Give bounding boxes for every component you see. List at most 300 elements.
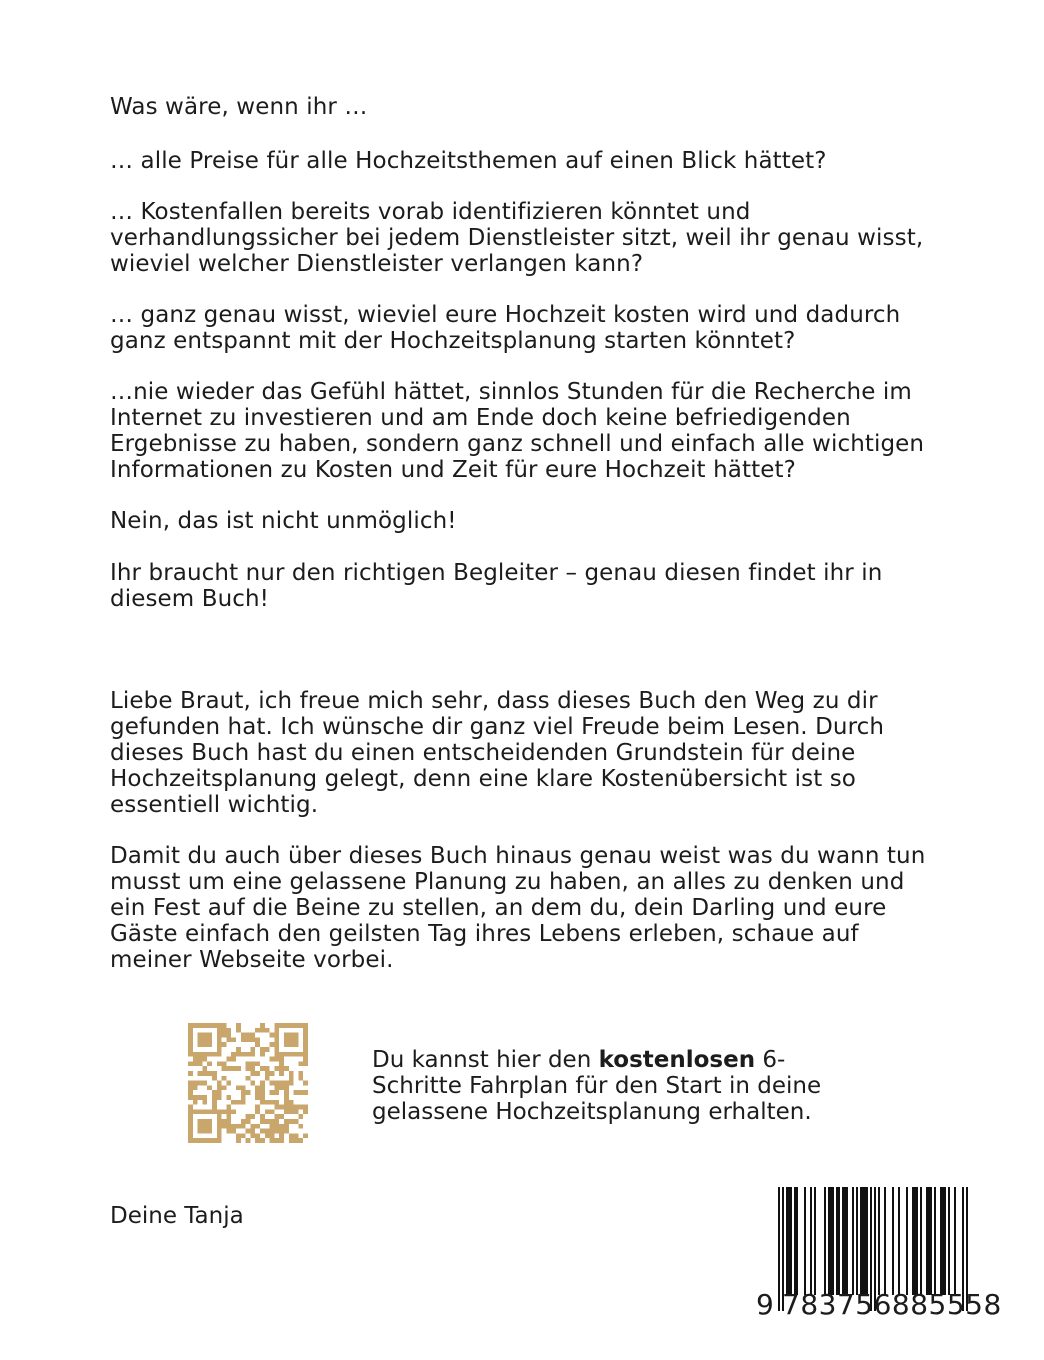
qr-module: [212, 1138, 217, 1143]
qr-module: [207, 1124, 212, 1129]
intro-companion-line: diesem Buch!: [110, 586, 269, 612]
qr-module: [279, 1057, 284, 1062]
qr-module: [298, 1138, 303, 1143]
qr-module: [270, 1042, 275, 1047]
qr-module: [289, 1100, 294, 1105]
qr-module: [222, 1119, 227, 1124]
qr-module: [241, 1037, 246, 1042]
qr-module: [265, 1076, 270, 1081]
qr-module: [279, 1085, 284, 1090]
qr-module: [265, 1100, 270, 1105]
qr-module: [236, 1133, 241, 1138]
qr-module: [202, 1071, 207, 1076]
qr-module: [222, 1085, 227, 1090]
intro-point-4-line: Ergebnisse zu haben, sondern ganz schnell und einfach alle wichtigen: [110, 431, 925, 457]
qr-module: [284, 1124, 289, 1129]
barcode-bar: [930, 1187, 932, 1295]
qr-module: [294, 1090, 299, 1095]
qr-module: [236, 1124, 241, 1129]
qr-module: [289, 1109, 294, 1114]
intro-point-4: [110, 379, 950, 483]
qr-module: [250, 1033, 255, 1038]
qr-module: [217, 1109, 222, 1114]
qr-caption-suffix: 6-: [755, 1047, 786, 1073]
qr-module: [284, 1033, 289, 1038]
qr-module: [198, 1042, 203, 1047]
qr-module: [202, 1138, 207, 1143]
qr-module: [202, 1129, 207, 1134]
barcode-bar: [944, 1187, 946, 1295]
letter-paragraph-1-line: dieses Buch hast du einen entscheidenden Grundstein für deine: [110, 740, 856, 766]
qr-module: [255, 1028, 260, 1033]
qr-module: [202, 1095, 207, 1100]
qr-module: [236, 1028, 241, 1033]
qr-module: [212, 1023, 217, 1028]
qr-module: [241, 1090, 246, 1095]
barcode-bar: [852, 1187, 854, 1295]
qr-module: [226, 1033, 231, 1038]
qr-module: [270, 1100, 275, 1105]
qr-module: [188, 1037, 193, 1042]
qr-module: [265, 1133, 270, 1138]
qr-module: [193, 1081, 198, 1086]
qr-module: [246, 1052, 251, 1057]
barcode-bar: [954, 1187, 956, 1295]
qr-module: [274, 1105, 279, 1110]
qr-module: [226, 1081, 231, 1086]
qr-module: [241, 1052, 246, 1057]
intro-point-3-line: … ganz genau wisst, wieviel eure Hochzeit kosten wird und dadurch: [110, 302, 901, 328]
qr-module: [270, 1119, 275, 1124]
qr-module: [270, 1090, 275, 1095]
qr-module: [279, 1138, 284, 1143]
qr-module: [289, 1037, 294, 1042]
qr-module: [289, 1023, 294, 1028]
qr-module: [265, 1109, 270, 1114]
qr-module: [274, 1085, 279, 1090]
qr-module: [255, 1133, 260, 1138]
barcode-bar: [810, 1187, 812, 1295]
qr-module: [198, 1124, 203, 1129]
letter-paragraph-2: [110, 843, 950, 973]
qr-module: [294, 1033, 299, 1038]
barcode-bar: [926, 1187, 928, 1295]
qr-module: [212, 1100, 217, 1105]
qr-module: [236, 1100, 241, 1105]
qr-module: [303, 1105, 308, 1110]
qr-module: [250, 1081, 255, 1086]
qr-module: [250, 1066, 255, 1071]
intro-point-2-line: verhandlungssicher bei jedem Dienstleister sitzt, weil ihr genau wisst,: [110, 225, 924, 251]
qr-module: [217, 1114, 222, 1119]
barcode-bar: [796, 1187, 798, 1295]
qr-module: [217, 1028, 222, 1033]
qr-module: [212, 1109, 217, 1114]
qr-module: [265, 1129, 270, 1134]
qr-module: [212, 1071, 217, 1076]
qr-module: [298, 1052, 303, 1057]
qr-module: [231, 1052, 236, 1057]
barcode-bar: [786, 1187, 788, 1295]
barcode-bar: [892, 1187, 894, 1295]
qr-module: [226, 1095, 231, 1100]
qr-module: [284, 1066, 289, 1071]
qr-module: [274, 1042, 279, 1047]
qr-module: [226, 1114, 231, 1119]
qr-module: [226, 1066, 231, 1071]
qr-module: [231, 1037, 236, 1042]
qr-module: [289, 1081, 294, 1086]
qr-module: [284, 1119, 289, 1124]
qr-module: [188, 1133, 193, 1138]
qr-module: [198, 1033, 203, 1038]
qr-module: [260, 1066, 265, 1071]
qr-module: [207, 1119, 212, 1124]
qr-module: [193, 1100, 198, 1105]
qr-module: [260, 1100, 265, 1105]
qr-module: [231, 1124, 236, 1129]
qr-module: [294, 1042, 299, 1047]
intro-question-opener: Was wäre, wenn ihr …: [110, 94, 368, 120]
qr-module: [303, 1042, 308, 1047]
qr-module: [279, 1023, 284, 1028]
letter-paragraph-1-line: gefunden hat. Ich wünsche dir ganz viel Freude beim Lesen. Durch: [110, 714, 885, 740]
qr-module: [265, 1028, 270, 1033]
qr-module: [303, 1033, 308, 1038]
barcode-bar: [940, 1187, 942, 1295]
qr-module: [279, 1114, 284, 1119]
barcode-bar: [856, 1187, 858, 1295]
qr-module: [255, 1090, 260, 1095]
qr-module: [260, 1119, 265, 1124]
qr-module: [188, 1124, 193, 1129]
qr-module: [202, 1109, 207, 1114]
qr-module: [270, 1124, 275, 1129]
barcode-bar: [846, 1187, 848, 1295]
qr-module: [212, 1052, 217, 1057]
qr-module: [274, 1138, 279, 1143]
qr-module: [198, 1129, 203, 1134]
intro-point-3-line: ganz entspannt mit der Hochzeitsplanung starten könntet?: [110, 328, 796, 354]
qr-module: [255, 1071, 260, 1076]
qr-module: [207, 1129, 212, 1134]
qr-module: [298, 1105, 303, 1110]
qr-module: [270, 1129, 275, 1134]
barcode-bar: [948, 1187, 950, 1295]
qr-module: [250, 1133, 255, 1138]
qr-module: [231, 1100, 236, 1105]
qr-module: [284, 1042, 289, 1047]
barcode-icon: [752, 1173, 1002, 1325]
qr-module: [284, 1037, 289, 1042]
barcode-bar: [804, 1187, 806, 1295]
qr-module: [250, 1047, 255, 1052]
qr-module: [279, 1124, 284, 1129]
qr-module: [274, 1081, 279, 1086]
qr-module: [207, 1052, 212, 1057]
qr-module: [303, 1133, 308, 1138]
qr-code-graphic: [188, 1023, 308, 1143]
qr-module: [246, 1129, 251, 1134]
qr-module: [289, 1033, 294, 1038]
qr-module: [207, 1085, 212, 1090]
qr-caption-bold: kostenlosen: [598, 1047, 756, 1073]
qr-module: [226, 1129, 231, 1134]
qr-module: [274, 1066, 279, 1071]
qr-module: [274, 1129, 279, 1134]
qr-module: [289, 1119, 294, 1124]
qr-module: [294, 1109, 299, 1114]
qr-module: [270, 1033, 275, 1038]
qr-module: [241, 1124, 246, 1129]
intro-point-1: … alle Preise für alle Hochzeitsthemen auf einen Blick hättet?: [110, 148, 827, 174]
qr-module: [198, 1061, 203, 1066]
qr-module: [198, 1119, 203, 1124]
qr-module: [217, 1061, 222, 1066]
qr-module: [255, 1061, 260, 1066]
barcode-bar: [824, 1187, 826, 1295]
barcode-bar: [928, 1187, 930, 1295]
qr-module: [231, 1129, 236, 1134]
qr-module: [303, 1037, 308, 1042]
qr-module: [193, 1085, 198, 1090]
qr-module: [202, 1057, 207, 1062]
qr-module: [241, 1133, 246, 1138]
letter-paragraph-2-line: Damit du auch über dieses Buch hinaus genau weist was du wann tun: [110, 843, 926, 869]
qr-module: [298, 1061, 303, 1066]
qr-module: [193, 1023, 198, 1028]
qr-module: [188, 1047, 193, 1052]
letter-paragraph-1-line: Liebe Braut, ich freue mich sehr, dass dieses Buch den Weg zu dir: [110, 688, 878, 714]
qr-module: [193, 1138, 198, 1143]
qr-module: [274, 1057, 279, 1062]
qr-module: [202, 1033, 207, 1038]
qr-caption-line-1: [372, 1047, 912, 1073]
qr-module: [207, 1109, 212, 1114]
qr-module: [188, 1033, 193, 1038]
qr-module: [303, 1052, 308, 1057]
barcode-bar: [860, 1187, 862, 1295]
qr-module: [231, 1066, 236, 1071]
qr-module: [188, 1042, 193, 1047]
qr-module: [202, 1066, 207, 1071]
qr-module: [274, 1037, 279, 1042]
qr-module: [289, 1076, 294, 1081]
qr-module: [217, 1133, 222, 1138]
qr-module: [198, 1052, 203, 1057]
qr-module: [202, 1037, 207, 1042]
qr-module: [284, 1085, 289, 1090]
barcode-lead-digit: 9: [756, 1288, 774, 1321]
qr-module: [284, 1129, 289, 1134]
intro-point-4-line: …nie wieder das Gefühl hättet, sinnlos Stunden für die Recherche im: [110, 379, 912, 405]
qr-module: [193, 1057, 198, 1062]
qr-module: [193, 1052, 198, 1057]
qr-module: [207, 1037, 212, 1042]
qr-module: [279, 1105, 284, 1110]
qr-module: [217, 1052, 222, 1057]
qr-module: [202, 1081, 207, 1086]
qr-module: [265, 1066, 270, 1071]
qr-module: [303, 1057, 308, 1062]
intro-point-3: [110, 302, 950, 354]
qr-module: [303, 1028, 308, 1033]
qr-module: [217, 1124, 222, 1129]
qr-module: [202, 1052, 207, 1057]
qr-module: [217, 1138, 222, 1143]
qr-module: [289, 1071, 294, 1076]
letter-paragraph-1-line: Hochzeitsplanung gelegt, denn eine klare Kostenübersicht ist so: [110, 766, 856, 792]
qr-module: [255, 1109, 260, 1114]
barcode-bar: [790, 1187, 792, 1295]
qr-module: [250, 1114, 255, 1119]
qr-module: [279, 1071, 284, 1076]
qr-caption-line-3: gelassene Hochzeitsplanung erhalten.: [372, 1099, 812, 1125]
intro-answer: Nein, das ist nicht unmöglich!: [110, 508, 457, 534]
qr-module: [274, 1100, 279, 1105]
qr-module: [198, 1057, 203, 1062]
qr-module: [217, 1095, 222, 1100]
qr-module: [226, 1037, 231, 1042]
qr-module: [265, 1071, 270, 1076]
qr-caption-line-2: Schritte Fahrplan für den Start in deine: [372, 1073, 822, 1099]
qr-module: [289, 1138, 294, 1143]
barcode-bar: [912, 1187, 914, 1295]
barcode-bar: [842, 1187, 844, 1295]
qr-module: [255, 1105, 260, 1110]
qr-module: [274, 1028, 279, 1033]
letter-paragraph-1: [110, 688, 950, 818]
qr-module: [250, 1061, 255, 1066]
qr-module: [222, 1033, 227, 1038]
qr-module: [236, 1066, 241, 1071]
barcode-bar: [920, 1187, 922, 1295]
qr-module: [188, 1085, 193, 1090]
qr-module: [265, 1119, 270, 1124]
qr-module: [260, 1095, 265, 1100]
qr-module: [270, 1071, 275, 1076]
qr-module: [188, 1129, 193, 1134]
qr-module: [193, 1095, 198, 1100]
qr-module: [298, 1071, 303, 1076]
barcode-bar: [916, 1187, 918, 1295]
qr-module: [246, 1138, 251, 1143]
qr-module: [303, 1023, 308, 1028]
intro-point-2: [110, 199, 950, 277]
barcode-bar: [814, 1187, 816, 1295]
qr-module: [250, 1071, 255, 1076]
qr-module: [289, 1052, 294, 1057]
qr-module: [188, 1071, 193, 1076]
qr-module: [255, 1095, 260, 1100]
intro-companion-line: Ihr braucht nur den richtigen Begleiter – genau diesen findet ihr in: [110, 560, 883, 586]
qr-module: [284, 1095, 289, 1100]
qr-module: [226, 1109, 231, 1114]
qr-module: [279, 1133, 284, 1138]
qr-module: [303, 1061, 308, 1066]
qr-module: [246, 1090, 251, 1095]
qr-module: [260, 1085, 265, 1090]
barcode-bar: [838, 1187, 840, 1295]
letter-paragraph-2-line: meiner Webseite vorbei.: [110, 947, 394, 973]
qr-module: [222, 1023, 227, 1028]
barcode-bar: [878, 1187, 880, 1295]
qr-module: [222, 1109, 227, 1114]
qr-module: [202, 1023, 207, 1028]
qr-module: [294, 1138, 299, 1143]
qr-module: [284, 1100, 289, 1105]
qr-module: [193, 1109, 198, 1114]
qr-module: [226, 1119, 231, 1124]
qr-module: [260, 1081, 265, 1086]
qr-module: [255, 1037, 260, 1042]
qr-module: [246, 1037, 251, 1042]
qr-module: [222, 1061, 227, 1066]
qr-module: [226, 1124, 231, 1129]
qr-module: [217, 1085, 222, 1090]
qr-module: [274, 1052, 279, 1057]
barcode-bar: [884, 1187, 886, 1295]
qr-module: [188, 1081, 193, 1086]
qr-module: [246, 1119, 251, 1124]
qr-module: [222, 1124, 227, 1129]
qr-module: [279, 1129, 284, 1134]
qr-module: [294, 1133, 299, 1138]
qr-module: [217, 1042, 222, 1047]
qr-module: [188, 1052, 193, 1057]
qr-module: [260, 1090, 265, 1095]
qr-module: [274, 1047, 279, 1052]
qr-module: [260, 1052, 265, 1057]
qr-module: [217, 1023, 222, 1028]
qr-module: [246, 1114, 251, 1119]
qr-module: [188, 1028, 193, 1033]
qr-module: [198, 1109, 203, 1114]
qr-module: [217, 1047, 222, 1052]
qr-module: [279, 1081, 284, 1086]
qr-module: [202, 1119, 207, 1124]
qr-module: [231, 1109, 236, 1114]
signature: Deine Tanja: [110, 1203, 244, 1229]
qr-module: [198, 1023, 203, 1028]
qr-module: [260, 1129, 265, 1134]
qr-module: [246, 1066, 251, 1071]
barcode-bar: [828, 1187, 830, 1295]
qr-module: [222, 1042, 227, 1047]
qr-module: [246, 1076, 251, 1081]
qr-module: [222, 1066, 227, 1071]
qr-module: [270, 1109, 275, 1114]
qr-caption-prefix: Du kannst hier den: [372, 1047, 599, 1073]
qr-module: [270, 1133, 275, 1138]
qr-module: [193, 1061, 198, 1066]
qr-module: [226, 1028, 231, 1033]
barcode-bar: [914, 1187, 916, 1295]
qr-module: [212, 1090, 217, 1095]
barcode-bar: [942, 1187, 944, 1295]
qr-module: [188, 1105, 193, 1110]
qr-module: [298, 1124, 303, 1129]
qr-module: [236, 1085, 241, 1090]
qr-module: [188, 1138, 193, 1143]
qr-module: [246, 1061, 251, 1066]
qr-module: [207, 1023, 212, 1028]
qr-module: [222, 1028, 227, 1033]
qr-code-icon[interactable]: [188, 1023, 308, 1143]
qr-module: [198, 1138, 203, 1143]
qr-module: [294, 1052, 299, 1057]
intro-point-4-line: Informationen zu Kosten und Zeit für eure Hochzeit hättet?: [110, 457, 796, 483]
